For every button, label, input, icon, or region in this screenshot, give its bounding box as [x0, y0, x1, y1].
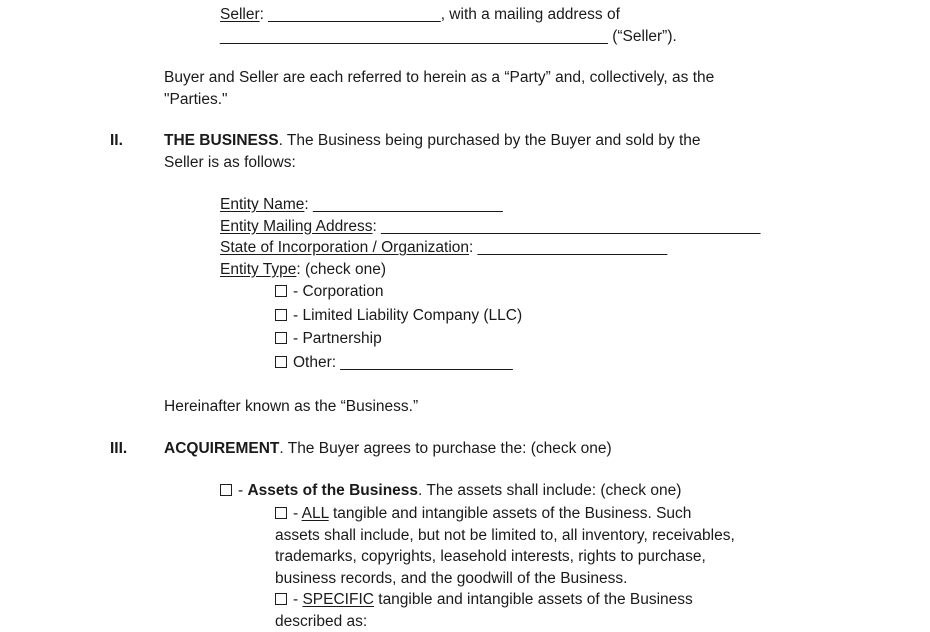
seller-clause-line2 — [220, 26, 930, 48]
entity-type-option-corporation — [275, 280, 930, 304]
checkbox-icon[interactable] — [275, 356, 287, 368]
checkbox-icon[interactable] — [275, 332, 287, 344]
seller-clause-line1 — [220, 4, 930, 26]
seller-address-blank[interactable]: _____________________________________________ — [220, 28, 608, 45]
assets-option-dash: - — [238, 482, 247, 499]
entity-field-name — [220, 194, 930, 216]
section-acquirement-body — [164, 438, 930, 460]
parties-line1: Buyer and Seller are each referred to herein as a “Party” and, collectively, as the — [164, 67, 930, 89]
all-assets-line4: business records, and the goodwill of the Business. — [275, 568, 930, 590]
section-acquirement-text: . The Buyer agrees to purchase the: (check one) — [279, 440, 611, 457]
checkbox-icon[interactable] — [275, 593, 287, 605]
entity-fields — [220, 194, 930, 280]
entity-field-type — [220, 259, 930, 281]
entity-field-state — [220, 237, 930, 259]
option-label: - Partnership — [293, 330, 382, 347]
section-acquirement-number: III. — [110, 438, 164, 460]
option-label: Other: — [293, 354, 336, 371]
checkbox-icon[interactable] — [220, 484, 232, 496]
all-assets-keyword: ALL — [302, 505, 329, 522]
all-assets-line3: trademarks, copyrights, leasehold interests, rights to purchase, — [275, 546, 930, 568]
specific-assets-text1: tangible and intangible assets of the Business — [374, 591, 693, 608]
section-business-text: . The Business being purchased by the Buyer and sold by the — [279, 132, 701, 149]
section-acquirement-title: ACQUIREMENT — [164, 440, 279, 457]
all-assets-paragraph — [275, 503, 930, 589]
option-label: - Limited Liability Company (LLC) — [293, 307, 522, 324]
other-type-blank[interactable]: ____________________ — [336, 354, 513, 371]
section-business-line2: Seller is as follows: — [164, 152, 930, 174]
entity-state-label: State of Incorporation / Organization — [220, 239, 469, 256]
entity-type-option-partnership — [275, 327, 930, 351]
checkbox-icon[interactable] — [275, 285, 287, 297]
section-business-line1 — [164, 130, 930, 152]
entity-type-options — [275, 280, 930, 374]
specific-assets-dash: - — [293, 591, 302, 608]
section-business-body — [164, 130, 930, 173]
section-business-number: II. — [110, 130, 164, 173]
section-acquirement-line1 — [164, 438, 930, 460]
seller-defined-term: (“Seller”). — [608, 28, 677, 45]
seller-name-blank[interactable]: ____________________ — [268, 6, 440, 23]
seller-label: Seller — [220, 6, 260, 23]
entity-state-blank[interactable]: ______________________ — [478, 239, 668, 256]
entity-mailing-address-separator: : — [373, 218, 382, 235]
seller-clause — [220, 4, 930, 47]
specific-assets-keyword: SPECIFIC — [302, 591, 373, 608]
entity-mailing-address-blank[interactable]: ____________________________________________ — [381, 218, 760, 235]
entity-name-separator: : — [304, 196, 313, 213]
all-assets-line1 — [275, 503, 930, 525]
section-acquirement — [110, 438, 930, 460]
all-assets-text1: tangible and intangible assets of the Business. Such — [329, 505, 692, 522]
assets-option — [220, 479, 930, 503]
checkbox-icon[interactable] — [275, 309, 287, 321]
hereinafter-text: Hereinafter known as the “Business.” — [164, 396, 930, 418]
all-assets-line2: assets shall include, but not be limited to, all inventory, receivables, — [275, 525, 930, 547]
entity-type-label: Entity Type — [220, 261, 296, 278]
entity-type-separator: : (check one) — [296, 261, 386, 278]
section-business — [110, 130, 930, 173]
entity-state-separator: : — [469, 239, 478, 256]
entity-type-option-llc — [275, 304, 930, 328]
specific-assets-paragraph — [275, 589, 930, 632]
entity-name-label: Entity Name — [220, 196, 304, 213]
all-assets-dash: - — [293, 505, 302, 522]
entity-field-mailing-address — [220, 216, 930, 238]
assets-option-label: Assets of the Business — [247, 482, 418, 499]
specific-assets-line2: described as: — [275, 611, 930, 632]
assets-option-text: . The assets shall include: (check one) — [418, 482, 681, 499]
entity-name-blank[interactable]: ______________________ — [313, 196, 503, 213]
option-label: - Corporation — [293, 283, 383, 300]
parties-paragraph — [164, 67, 930, 110]
seller-separator: : — [260, 6, 269, 23]
seller-clause-text: , with a mailing address of — [441, 6, 620, 23]
checkbox-icon[interactable] — [275, 507, 287, 519]
entity-mailing-address-label: Entity Mailing Address — [220, 218, 373, 235]
section-business-title: THE BUSINESS — [164, 132, 279, 149]
specific-assets-line1 — [275, 589, 930, 611]
entity-type-option-other — [275, 351, 930, 375]
parties-line2: "Parties." — [164, 89, 930, 111]
